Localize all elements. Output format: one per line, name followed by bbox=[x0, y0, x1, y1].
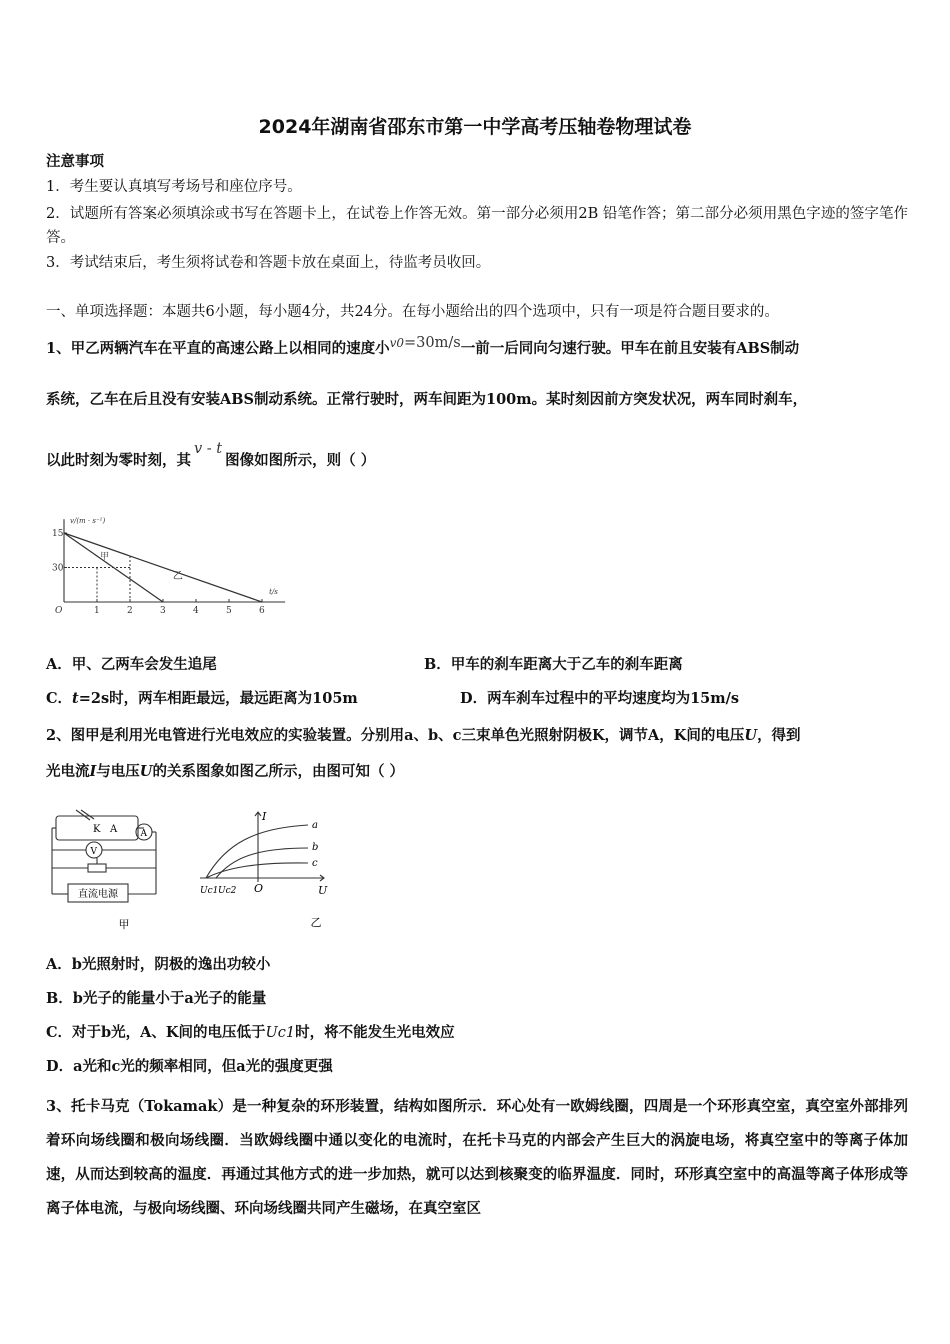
curve-b-label: b bbox=[312, 842, 319, 853]
y-axis-label: v/(m · s⁻¹) bbox=[70, 517, 106, 526]
series-label-jia: 甲 bbox=[100, 552, 110, 562]
x-tick-label-3: 3 bbox=[160, 606, 166, 616]
q2-line-2-a: 光电流 bbox=[46, 763, 90, 780]
q2-line-2-b: 与电压 bbox=[96, 763, 140, 780]
curve-c-label: c bbox=[312, 858, 318, 869]
y-tick-label-15: 30 bbox=[52, 563, 64, 574]
q1-options-row-2 bbox=[46, 689, 908, 709]
figure-jia-caption: 甲 bbox=[118, 918, 130, 931]
cathode-label: K bbox=[93, 824, 101, 835]
x-tick-label-2: 2 bbox=[127, 606, 133, 616]
notice-heading: 注意事项 bbox=[46, 153, 104, 170]
q1-line-3-pre: 以此时刻为零时刻，其 bbox=[46, 452, 191, 469]
q2-u-var: U bbox=[744, 727, 758, 744]
q2-option-c-post: 时，将不能发生光电效应 bbox=[295, 1024, 455, 1041]
curve-c bbox=[206, 863, 308, 878]
curve-a-label: a bbox=[312, 820, 318, 831]
q1-option-d[interactable]: D．两车刹车过程中的平均速度均为15m/s bbox=[460, 690, 740, 707]
q1-option-c-text: =2s时，两车相距最远，最远距离为105m bbox=[78, 690, 358, 707]
q1-option-a[interactable]: A．甲、乙两车会发生追尾 bbox=[46, 656, 217, 673]
q1-option-c[interactable] bbox=[46, 690, 358, 707]
uc2-label: Uc2 bbox=[218, 886, 237, 896]
q2-option-d[interactable]: D．a光和c光的频率相同，但a光的强度更强 bbox=[46, 1058, 333, 1075]
q3-text: 3、托卡马克（Tokamak）是一种复杂的环形装置，结构如图所示．环心处有一欧姆线圈，四周是一个环形真空室，真空室外部排列着环向场线圈和极向场线圈．当欧姆线圈中通以变化的电流时，在托卡马克的内部会产生巨大的涡旋电场，将真空室中的等离子体加速，从而达到较高的温度．再通过其他方式的进一步加热，就可以达到核聚变的临界温度．同时，环形真空室中的高温等离子体形成等离子体电流，与极向场线圈、环向场线圈共同产生磁场，在真空室区 bbox=[46, 1098, 908, 1217]
q2-option-c-pre: C．对于b光，A、K间的电压低于 bbox=[46, 1024, 266, 1041]
q2-line-2-c: 的关系图象如图乙所示，由图可知（ ） bbox=[152, 763, 404, 780]
x-axis-label: t/s bbox=[269, 588, 278, 596]
figure-yi-caption: 乙 bbox=[310, 916, 322, 929]
q2-u-var-2: U bbox=[139, 763, 153, 780]
q2-option-b[interactable]: B．b光子的能量小于a光子的能量 bbox=[46, 990, 267, 1007]
q2-i-var: I bbox=[89, 763, 97, 780]
q1-line-1 bbox=[46, 335, 908, 359]
x-tick-label-4: 4 bbox=[193, 606, 199, 616]
curve-a bbox=[206, 825, 308, 878]
q1-v0-symbol: v0 bbox=[389, 336, 405, 350]
q1-option-b[interactable]: B．甲车的刹车距离大于乙车的刹车距离 bbox=[424, 656, 683, 673]
q2-circuit-diagram bbox=[48, 806, 168, 932]
notice-item-3: 3．考试结束后，考生须将试卷和答题卡放在桌面上，待监考员收回。 bbox=[46, 255, 491, 271]
series-label-yi: 乙 bbox=[172, 571, 183, 582]
rheostat bbox=[88, 864, 106, 872]
origin-label: O bbox=[254, 882, 264, 895]
q2-option-c[interactable] bbox=[46, 1023, 908, 1043]
q1-line-1-post: 一前一后同向匀速行驶。甲车在前且安装有ABS制动 bbox=[460, 340, 800, 357]
ammeter-label: A bbox=[140, 829, 147, 839]
section-1-heading: 一、单项选择题：本题共6小题，每小题4分，共24分。在每小题给出的四个选项中，只有一项是符合题目要求的。 bbox=[46, 304, 779, 320]
q2-line-1 bbox=[46, 726, 908, 746]
q1-line-3 bbox=[46, 441, 908, 471]
origin-label: O bbox=[55, 606, 63, 616]
q1-line-3-post: 图像如图所示，则（ ） bbox=[225, 452, 376, 469]
x-tick-label-5: 5 bbox=[226, 606, 232, 616]
u-axis-label: U bbox=[318, 884, 328, 897]
q2-line-1-pre: 2、图甲是利用光电管进行光电效应的实验装置。分别用a、b、c三束单色光照射阴极K，调节A，K间的电压 bbox=[46, 727, 745, 744]
q1-line-2: 系统，乙车在后且没有安装ABS制动系统。正常行驶时，两车间距为100m。某时刻因前方突发状况，两车同时刹车， bbox=[46, 391, 808, 408]
q2-option-a[interactable]: A．b光照射时，阴极的逸出功较小 bbox=[46, 956, 271, 973]
q2-line-1-post: ，得到 bbox=[757, 727, 801, 744]
y-tick-label-30: 15 bbox=[52, 529, 64, 539]
q1-v0-value: =30m/s bbox=[404, 335, 461, 351]
x-tick-label-1: 1 bbox=[94, 606, 100, 616]
notice-item-2: 2．试题所有答案必须填涂或书写在答题卡上，在试卷上作答无效。第一部分必须用2B 铅笔作答；第二部分必须用黑色字迹的签字笔作答。 bbox=[46, 206, 908, 246]
notice-item-1: 1．考生要认真填写考场号和座位序号。 bbox=[46, 179, 302, 195]
q2-line-2 bbox=[46, 762, 908, 782]
q1-options-row-1 bbox=[46, 655, 908, 675]
q1-vt-graph bbox=[50, 498, 290, 618]
dc-source-label: 直流电源 bbox=[78, 889, 118, 900]
uc1-label: Uc1 bbox=[200, 886, 219, 896]
series-line-jia bbox=[64, 533, 163, 602]
q2-iu-graph bbox=[196, 808, 336, 932]
exam-title: 2024年湖南省邵东市第一中学高考压轴卷物理试卷 bbox=[258, 116, 692, 138]
q1-vt-symbol: v - t bbox=[194, 441, 223, 457]
voltmeter-label: V bbox=[90, 847, 97, 857]
q1-line-1-pre: 1、甲乙两辆汽车在平直的高速公路上以相同的速度小 bbox=[46, 340, 390, 357]
x-tick-label-6: 6 bbox=[259, 606, 265, 616]
q1-option-c-var: t bbox=[72, 690, 79, 707]
anode-label: A bbox=[110, 824, 118, 835]
q1-option-c-prefix: C． bbox=[46, 690, 73, 707]
q2-option-c-var: Uc1 bbox=[265, 1025, 296, 1041]
i-axis-label: I bbox=[262, 810, 267, 823]
